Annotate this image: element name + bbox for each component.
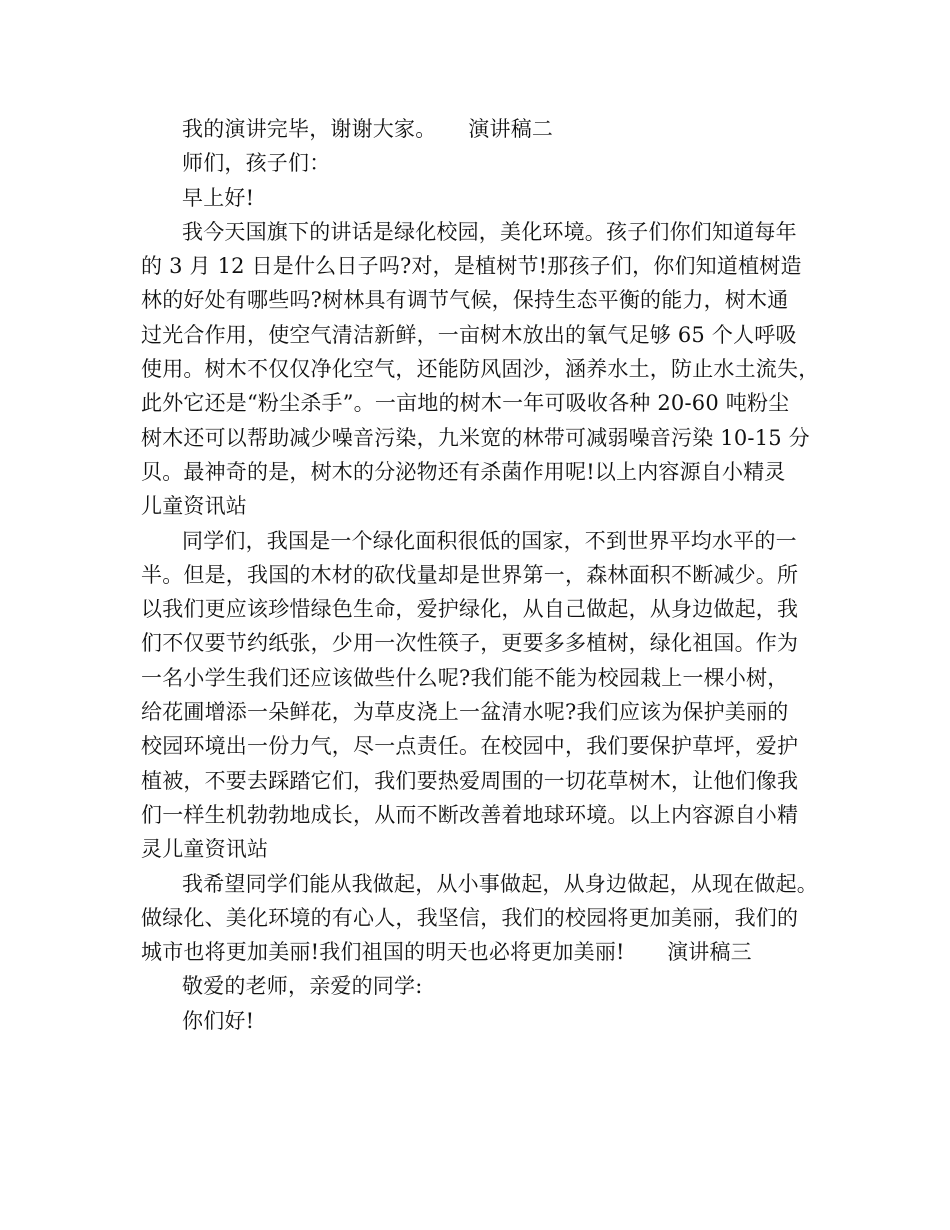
paragraph-line: 的 3 月 12 日是什么日子吗?对，是植树节!那孩子们，你们知道植树造	[141, 254, 802, 279]
paragraph-line: 一名小学生我们还应该做些什么呢?我们能不能为校园栽上一棵小树，	[141, 665, 789, 690]
paragraph-line: 儿童资讯站	[141, 494, 247, 519]
paragraph-line: 给花圃增添一朵鲜花，为草皮浇上一盆清水呢?我们应该为保护美丽的	[141, 700, 789, 725]
salutation-line: 敬爱的老师，亲爱的同学:	[182, 974, 423, 999]
paragraph-line: 们一样生机勃勃地成长，从而不断改善着地球环境。以上内容源自小精	[141, 802, 799, 827]
paragraph-line: 同学们，我国是一个绿化面积很低的国家，不到世界平均水平的一	[182, 528, 797, 553]
paragraph-line: 此外它还是“粉尘杀手”。一亩地的树木一年可吸收各种 20-60 吨粉尘	[141, 391, 790, 416]
paragraph-line: 灵儿童资讯站	[141, 837, 269, 862]
paragraph-line: 们不仅要节约纸张，少用一次性筷子，更要多多植树，绿化祖国。作为	[141, 631, 799, 656]
paragraph-line: 半。但是，我国的木材的砍伐量却是世界第一，森林面积不断减少。所	[141, 562, 799, 587]
greeting-line: 你们好!	[182, 1008, 255, 1033]
text-line: 我的演讲完毕，谢谢大家。 演讲稿二	[182, 117, 554, 141]
paragraph-line: 城市也将更加美丽!我们祖国的明天也必将更加美丽! 演讲稿三	[141, 940, 752, 965]
speech-text-body	[141, 112, 821, 1038]
paragraph-line: 过光合作用，使空气清洁新鲜，一亩树木放出的氧气足够 65 个人呼吸	[141, 322, 797, 347]
paragraph-line: 以我们更应该珍惜绿色生命，爱护绿化，从自己做起，从身边做起，我	[141, 597, 799, 622]
paragraph-line: 植被，不要去踩踏它们，我们要热爱周围的一切花草树木，让他们像我	[141, 768, 799, 793]
paragraph-line: 林的好处有哪些吗?树林具有调节气候，保持生态平衡的能力，树木通	[141, 288, 789, 313]
salutation-line: 师们，孩子们：	[182, 151, 331, 176]
paragraph-line: 使用。树木不仅仅净化空气，还能防风固沙，涵养水土，防止水土流失，	[141, 357, 820, 382]
paragraph-line: 树木还可以帮助减少噪音污染，九米宽的林带可减弱噪音污染 10-15 分	[141, 425, 810, 450]
greeting-line: 早上好!	[182, 185, 255, 210]
paragraph-line: 我今天国旗下的讲话是绿化校园，美化环境。孩子们你们知道每年	[182, 219, 797, 244]
paragraph-line: 我希望同学们能从我做起，从小事做起，从身边做起，从现在做起。	[182, 871, 818, 896]
paragraph-line: 做绿化、美化环境的有心人，我坚信，我们的校园将更加美丽，我们的	[141, 905, 799, 930]
paragraph-line: 贝。最神奇的是，树木的分泌物还有杀菌作用呢!以上内容源自小精灵	[141, 459, 786, 484]
paragraph-line: 校园环境出一份力气，尽一点责任。在校园中，我们要保护草坪，爱护	[141, 734, 799, 759]
